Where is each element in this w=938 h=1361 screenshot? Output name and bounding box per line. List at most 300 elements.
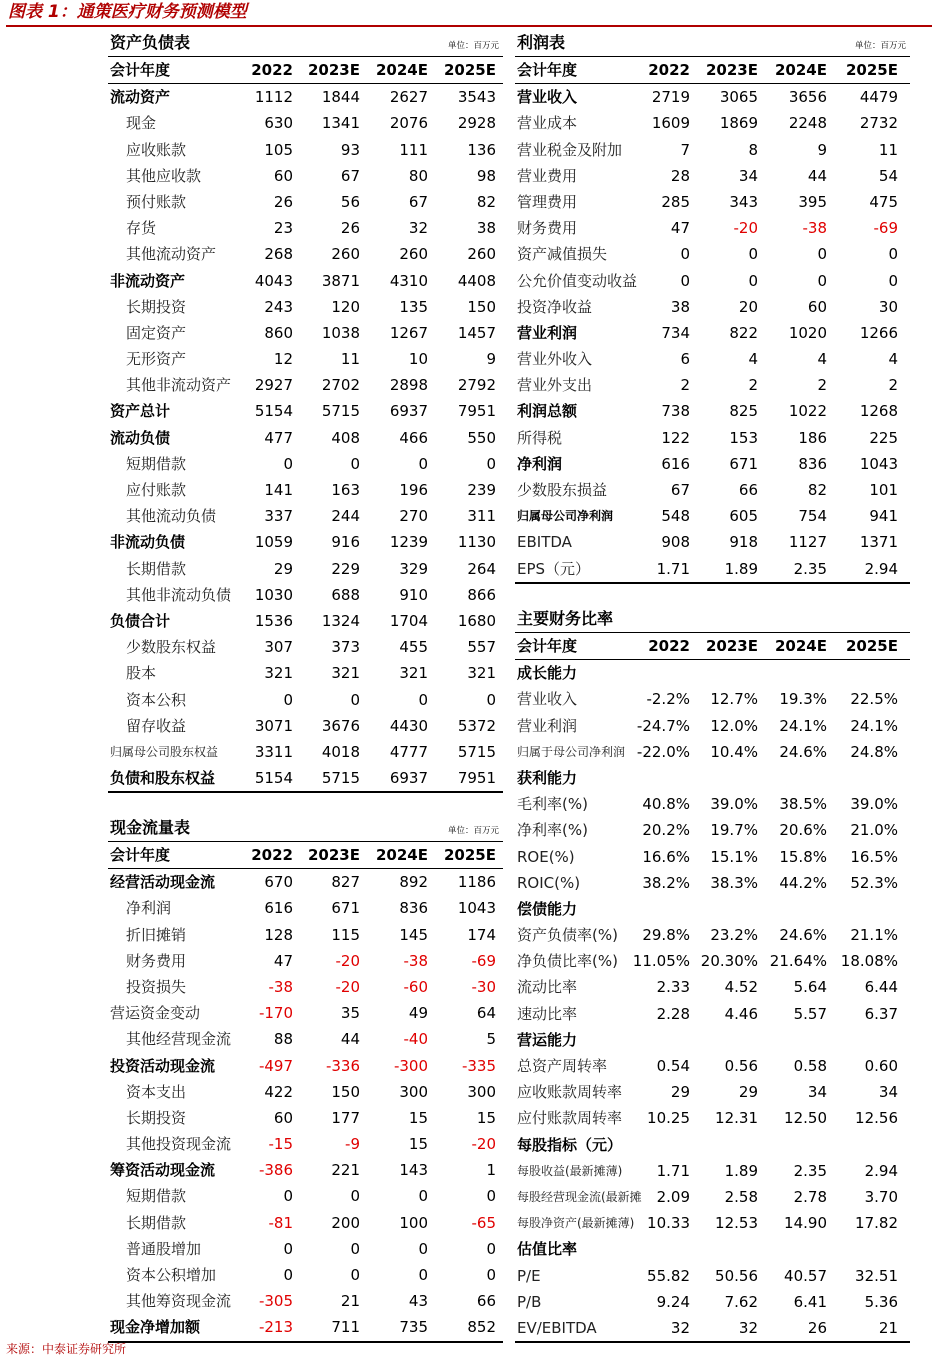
row-label: 财务费用 — [126, 951, 187, 970]
value-cell: 3071 — [254, 716, 293, 735]
table-header-row — [515, 57, 910, 84]
value-cell: 115 — [331, 925, 360, 944]
value-cell: 0 — [486, 454, 496, 473]
header-cell: 2022 — [251, 846, 293, 864]
value-cell: 477 — [264, 428, 293, 447]
value-cell: 4.46 — [724, 1004, 758, 1023]
value-cell: 12.31 — [715, 1109, 758, 1128]
value-cell: 268 — [264, 245, 293, 264]
table-row — [515, 425, 910, 451]
value-cell: 24.6% — [779, 926, 827, 945]
table-row — [108, 687, 503, 713]
value-cell: 21.0% — [850, 821, 898, 840]
value-cell: 1 — [486, 1161, 496, 1180]
value-cell: 475 — [869, 192, 898, 211]
row-label: 成长能力 — [517, 664, 578, 683]
value-cell: 20.2% — [642, 821, 690, 840]
value-cell: 28 — [670, 166, 690, 185]
value-cell: 910 — [399, 585, 428, 604]
value-cell: 82 — [476, 192, 496, 211]
table-row — [515, 1079, 910, 1105]
source-note: 来源：中泰证券研究所 — [6, 1342, 127, 1356]
value-cell: 0 — [283, 1187, 293, 1206]
value-cell: 941 — [869, 507, 898, 526]
row-label: 负债合计 — [110, 611, 171, 630]
value-cell: 14.90 — [784, 1214, 827, 1233]
header-cell: 会计年度 — [517, 61, 578, 79]
value-cell: 1038 — [321, 323, 360, 342]
value-cell: 2.33 — [656, 978, 690, 997]
table-row — [108, 765, 503, 793]
value-cell: 0 — [418, 1239, 428, 1258]
value-cell: 15 — [408, 1135, 428, 1154]
value-cell: 0.56 — [724, 1057, 758, 1075]
header-cell: 会计年度 — [110, 61, 171, 79]
table-row — [108, 1000, 503, 1026]
table-row — [108, 137, 503, 163]
value-cell: 300 — [399, 1082, 428, 1101]
value-cell: 616 — [661, 454, 690, 473]
value-cell: 54 — [878, 166, 898, 185]
table-row — [108, 948, 503, 974]
value-cell: 605 — [729, 507, 758, 526]
value-cell: 80 — [408, 166, 428, 185]
table-row — [515, 294, 910, 320]
header-cell: 2023E — [706, 637, 758, 655]
balance-sheet-heading — [108, 30, 503, 57]
value-cell: 4 — [748, 350, 758, 369]
cash-flow-table — [108, 842, 503, 1343]
value-cell: 0 — [418, 1266, 428, 1284]
value-cell: 2702 — [321, 376, 360, 395]
value-cell: 21.1% — [850, 926, 898, 945]
value-cell: 32 — [408, 219, 428, 238]
row-label: 营业成本 — [517, 114, 578, 133]
value-cell: -335 — [461, 1056, 496, 1075]
value-cell: 101 — [869, 481, 898, 499]
value-cell: 4043 — [254, 271, 293, 290]
value-cell: -30 — [471, 977, 496, 996]
table-row — [515, 163, 910, 189]
value-cell: 2719 — [651, 88, 690, 107]
table-row — [515, 660, 910, 686]
row-label: 资产负债率(%) — [517, 926, 618, 945]
table-row — [108, 895, 503, 921]
value-cell: 466 — [399, 428, 428, 447]
value-cell: 5715 — [321, 769, 360, 788]
value-cell: 4 — [888, 350, 898, 369]
value-cell: 12.50 — [784, 1109, 827, 1128]
value-cell: 9 — [817, 140, 827, 159]
value-cell: 47 — [273, 951, 293, 970]
value-cell: 38 — [476, 219, 496, 238]
row-label: 其他经营现金流 — [126, 1030, 232, 1049]
value-cell: 2.58 — [724, 1187, 758, 1206]
table-row — [515, 1105, 910, 1131]
row-label: 长期投资 — [126, 1108, 187, 1127]
table-row — [515, 268, 910, 294]
value-cell: 671 — [729, 454, 758, 473]
header-cell: 2025E — [444, 846, 496, 864]
value-cell: 34 — [738, 166, 758, 185]
row-label: 少数股东权益 — [126, 638, 217, 657]
row-label: 短期借款 — [126, 454, 187, 473]
row-label: 应付账款周转率 — [517, 1109, 623, 1128]
table-row — [515, 215, 910, 241]
row-label: 股本 — [126, 664, 157, 683]
value-cell: 32 — [738, 1318, 758, 1337]
value-cell: 2.09 — [656, 1187, 690, 1206]
table-row — [108, 922, 503, 948]
table-row — [515, 1132, 910, 1158]
table-row — [108, 1105, 503, 1131]
row-label: 非流动负债 — [110, 533, 186, 552]
value-cell: 2792 — [457, 376, 496, 395]
value-cell: -336 — [325, 1056, 360, 1075]
header-cell: 会计年度 — [110, 846, 171, 864]
row-label: EPS（元） — [517, 559, 591, 578]
value-cell: 21.64% — [769, 952, 827, 971]
row-label: 应收账款 — [126, 140, 187, 159]
value-cell: 141 — [264, 481, 293, 499]
value-cell: 0 — [486, 690, 496, 709]
value-cell: 186 — [798, 428, 827, 447]
value-cell: 5715 — [457, 742, 496, 761]
value-cell: 177 — [331, 1108, 360, 1127]
value-cell: 9 — [486, 350, 496, 369]
row-label: 利润总额 — [517, 402, 578, 421]
value-cell: 2.78 — [793, 1187, 827, 1206]
value-cell: 321 — [331, 664, 360, 683]
value-cell: 43 — [408, 1292, 428, 1311]
table-row — [515, 84, 910, 110]
value-cell: 1022 — [788, 402, 827, 421]
title-rule — [6, 25, 932, 27]
value-cell: 0 — [888, 245, 898, 264]
row-label: 长期借款 — [126, 1213, 187, 1232]
value-cell: 754 — [798, 507, 827, 526]
table-header-row — [108, 842, 503, 869]
value-cell: 2928 — [457, 114, 496, 133]
value-cell: 738 — [661, 402, 690, 421]
row-label: 资本公积 — [126, 690, 187, 709]
cash-flow-panel — [108, 815, 503, 1343]
value-cell: -40 — [403, 1030, 428, 1049]
value-cell: 3.70 — [864, 1187, 898, 1206]
table-row — [108, 1079, 503, 1105]
value-cell: 3543 — [457, 88, 496, 107]
value-cell: 0 — [283, 454, 293, 473]
value-cell: 9.24 — [656, 1292, 690, 1311]
value-cell: 8 — [748, 140, 758, 159]
value-cell: 329 — [399, 559, 428, 578]
value-cell: 6.41 — [793, 1292, 827, 1311]
value-cell: 15.1% — [710, 847, 758, 866]
table-row — [515, 817, 910, 843]
row-label: 总资产周转率 — [517, 1057, 608, 1075]
value-cell: 1239 — [389, 533, 428, 552]
balance-sheet-panel — [108, 30, 503, 793]
row-label: 归属母公司股东权益 — [110, 744, 219, 759]
value-cell: 38.2% — [642, 873, 690, 892]
value-cell: 711 — [331, 1318, 360, 1337]
value-cell: 16.6% — [642, 847, 690, 866]
row-label: 筹资活动现金流 — [110, 1161, 216, 1180]
value-cell: 44.2% — [779, 873, 827, 892]
value-cell: 892 — [399, 873, 428, 892]
value-cell: 120 — [331, 297, 360, 316]
table-row — [108, 1314, 503, 1342]
value-cell: 395 — [798, 192, 827, 211]
header-cell: 2022 — [648, 61, 690, 79]
row-label: 营业利润 — [517, 716, 578, 735]
value-cell: 1266 — [859, 323, 898, 342]
value-cell: 260 — [399, 245, 428, 264]
value-cell: 1324 — [321, 611, 360, 630]
row-label: 营业收入 — [517, 88, 578, 107]
income-statement-unit: 单位：百万元 — [854, 41, 906, 51]
row-label: 长期投资 — [126, 297, 187, 316]
value-cell: 30 — [878, 297, 898, 316]
row-label: 公允价值变动收益 — [517, 271, 638, 290]
value-cell: 6 — [680, 350, 690, 369]
row-label: 其他流动负债 — [126, 507, 217, 526]
value-cell: 150 — [467, 297, 496, 316]
row-label: 净利率(%) — [517, 821, 588, 840]
value-cell: 455 — [399, 638, 428, 657]
header-cell: 2025E — [846, 61, 898, 79]
value-cell: 307 — [264, 638, 293, 657]
value-cell: 1020 — [788, 323, 827, 342]
table-row — [515, 1053, 910, 1079]
value-cell: 20.6% — [779, 821, 827, 840]
value-cell: 2076 — [389, 114, 428, 133]
value-cell: 10.4% — [710, 742, 758, 761]
table-row — [108, 241, 503, 267]
value-cell: 1030 — [254, 585, 293, 604]
cash-flow-heading — [108, 815, 503, 842]
value-cell: 1059 — [254, 533, 293, 552]
value-cell: -20 — [471, 1135, 496, 1154]
value-cell: 1609 — [651, 114, 690, 133]
row-label: 每股指标（元） — [517, 1135, 623, 1154]
value-cell: 38 — [670, 297, 690, 316]
value-cell: 2 — [680, 376, 690, 395]
row-label: 投资净收益 — [517, 297, 593, 316]
value-cell: 153 — [729, 428, 758, 447]
value-cell: -213 — [258, 1318, 293, 1337]
value-cell: 10 — [408, 350, 428, 369]
value-cell: 734 — [661, 323, 690, 342]
value-cell: -22.0% — [636, 742, 690, 761]
value-cell: 4 — [817, 350, 827, 369]
row-label: ROIC(%) — [517, 873, 581, 892]
row-label: 其他流动资产 — [126, 245, 217, 264]
table-row — [515, 320, 910, 346]
table-row — [515, 346, 910, 372]
value-cell: 15 — [408, 1108, 428, 1127]
value-cell: 135 — [399, 297, 428, 316]
value-cell: 11 — [878, 140, 898, 159]
value-cell: 2.35 — [793, 1161, 827, 1180]
value-cell: 98 — [476, 166, 496, 185]
value-cell: -65 — [471, 1213, 496, 1232]
value-cell: 1268 — [859, 402, 898, 421]
value-cell: 225 — [869, 428, 898, 447]
value-cell: -81 — [268, 1213, 293, 1232]
value-cell: 24.1% — [850, 716, 898, 735]
table-row — [515, 1263, 910, 1289]
row-label: 每股净资产(最新摊薄) — [517, 1216, 635, 1231]
value-cell: 5.36 — [864, 1292, 898, 1311]
table-row — [108, 1131, 503, 1157]
value-cell: 1704 — [389, 611, 428, 630]
value-cell: 0 — [283, 690, 293, 709]
table-row — [108, 582, 503, 608]
value-cell: 321 — [467, 664, 496, 683]
value-cell: 0 — [748, 271, 758, 290]
value-cell: 239 — [467, 481, 496, 499]
value-cell: 12 — [273, 350, 293, 369]
value-cell: 2248 — [788, 114, 827, 133]
table-row — [515, 1158, 910, 1184]
table-row — [108, 110, 503, 136]
value-cell: -15 — [268, 1135, 293, 1154]
value-cell: 1043 — [457, 899, 496, 918]
value-cell: 822 — [729, 323, 758, 342]
row-label: 营业税金及附加 — [517, 140, 623, 159]
value-cell: 1371 — [859, 533, 898, 552]
ratios-panel — [515, 606, 910, 1343]
value-cell: 0 — [680, 271, 690, 290]
row-label: 速动比率 — [517, 1004, 578, 1023]
value-cell: 100 — [399, 1213, 428, 1232]
row-label: 所得税 — [517, 428, 563, 447]
table-row — [108, 556, 503, 582]
value-cell: 852 — [467, 1318, 496, 1337]
row-label: 普通股增加 — [126, 1239, 202, 1258]
table-row — [515, 398, 910, 424]
table-row — [108, 529, 503, 555]
value-cell: 2 — [888, 376, 898, 395]
row-label: 归属母公司净利润 — [517, 509, 614, 524]
value-cell: 1844 — [321, 88, 360, 107]
value-cell: 2898 — [389, 376, 428, 395]
table-row — [515, 765, 910, 791]
table-row — [515, 556, 910, 584]
value-cell: 6937 — [389, 402, 428, 421]
row-label: 净利润 — [517, 454, 563, 473]
table-row — [515, 844, 910, 870]
value-cell: 300 — [467, 1082, 496, 1101]
value-cell: 0 — [350, 1239, 360, 1258]
table-row — [515, 1315, 910, 1343]
ratios-table — [515, 633, 910, 1343]
value-cell: 5154 — [254, 402, 293, 421]
value-cell: 145 — [399, 925, 428, 944]
value-cell: 3311 — [254, 742, 293, 761]
value-cell: 825 — [729, 402, 758, 421]
table-row — [515, 477, 910, 503]
value-cell: 20.30% — [700, 952, 758, 971]
row-label: 应收账款周转率 — [517, 1083, 623, 1102]
value-cell: 12.0% — [710, 716, 758, 735]
table-row — [108, 1026, 503, 1052]
value-cell: 3065 — [719, 88, 758, 107]
value-cell: 4479 — [859, 88, 898, 107]
row-label: 每股经营现金流(最新摊 — [517, 1189, 642, 1204]
header-cell: 2023E — [706, 61, 758, 79]
value-cell: 916 — [331, 533, 360, 552]
value-cell: -20 — [335, 951, 360, 970]
table-row — [108, 974, 503, 1000]
table-row — [108, 451, 503, 477]
value-cell: 16.5% — [850, 847, 898, 866]
value-cell: 616 — [264, 899, 293, 918]
value-cell: 0 — [486, 1187, 496, 1206]
header-cell: 2024E — [775, 637, 827, 655]
value-cell: -69 — [873, 219, 898, 238]
row-label: 留存收益 — [126, 716, 187, 735]
table-row — [108, 634, 503, 660]
table-row — [108, 215, 503, 241]
value-cell: 32 — [670, 1318, 690, 1337]
value-cell: 150 — [331, 1082, 360, 1101]
value-cell: 67 — [670, 481, 690, 499]
value-cell: 39.0% — [710, 795, 758, 814]
value-cell: 60 — [273, 1108, 293, 1127]
value-cell: 7951 — [457, 769, 496, 788]
value-cell: 15.8% — [779, 847, 827, 866]
balance-sheet-unit: 单位：百万元 — [447, 41, 499, 51]
row-label: 流动比率 — [517, 978, 578, 997]
value-cell: 4408 — [457, 271, 496, 290]
row-label: 财务费用 — [517, 219, 578, 238]
value-cell: 44 — [340, 1030, 360, 1049]
value-cell: -38 — [403, 951, 428, 970]
value-cell: 6.44 — [864, 978, 898, 997]
value-cell: 321 — [264, 664, 293, 683]
value-cell: 174 — [467, 925, 496, 944]
value-cell: 21 — [340, 1292, 360, 1311]
table-row — [515, 948, 910, 974]
value-cell: 7951 — [457, 402, 496, 421]
row-label: 短期借款 — [126, 1187, 187, 1206]
row-label: EV/EBITDA — [517, 1318, 597, 1337]
value-cell: 836 — [399, 899, 428, 918]
value-cell: 40.57 — [784, 1266, 827, 1285]
value-cell: 550 — [467, 428, 496, 447]
header-cell: 2023E — [308, 846, 360, 864]
value-cell: 29.8% — [642, 926, 690, 945]
value-cell: 2 — [817, 376, 827, 395]
table-row — [108, 346, 503, 372]
value-cell: 29 — [670, 1083, 690, 1102]
value-cell: 3676 — [321, 716, 360, 735]
value-cell: 548 — [661, 507, 690, 526]
row-label: 营业利润 — [517, 323, 578, 342]
table-row — [108, 1210, 503, 1236]
value-cell: 52.3% — [850, 873, 898, 892]
table-row — [108, 1183, 503, 1209]
cash-flow-unit: 单位：百万元 — [447, 826, 499, 836]
header-cell: 2024E — [775, 61, 827, 79]
value-cell: 7.62 — [724, 1292, 758, 1311]
table-row — [108, 425, 503, 451]
value-cell: 196 — [399, 481, 428, 499]
ratios-title: 主要财务比率 — [517, 609, 614, 628]
value-cell: 0 — [283, 1239, 293, 1258]
